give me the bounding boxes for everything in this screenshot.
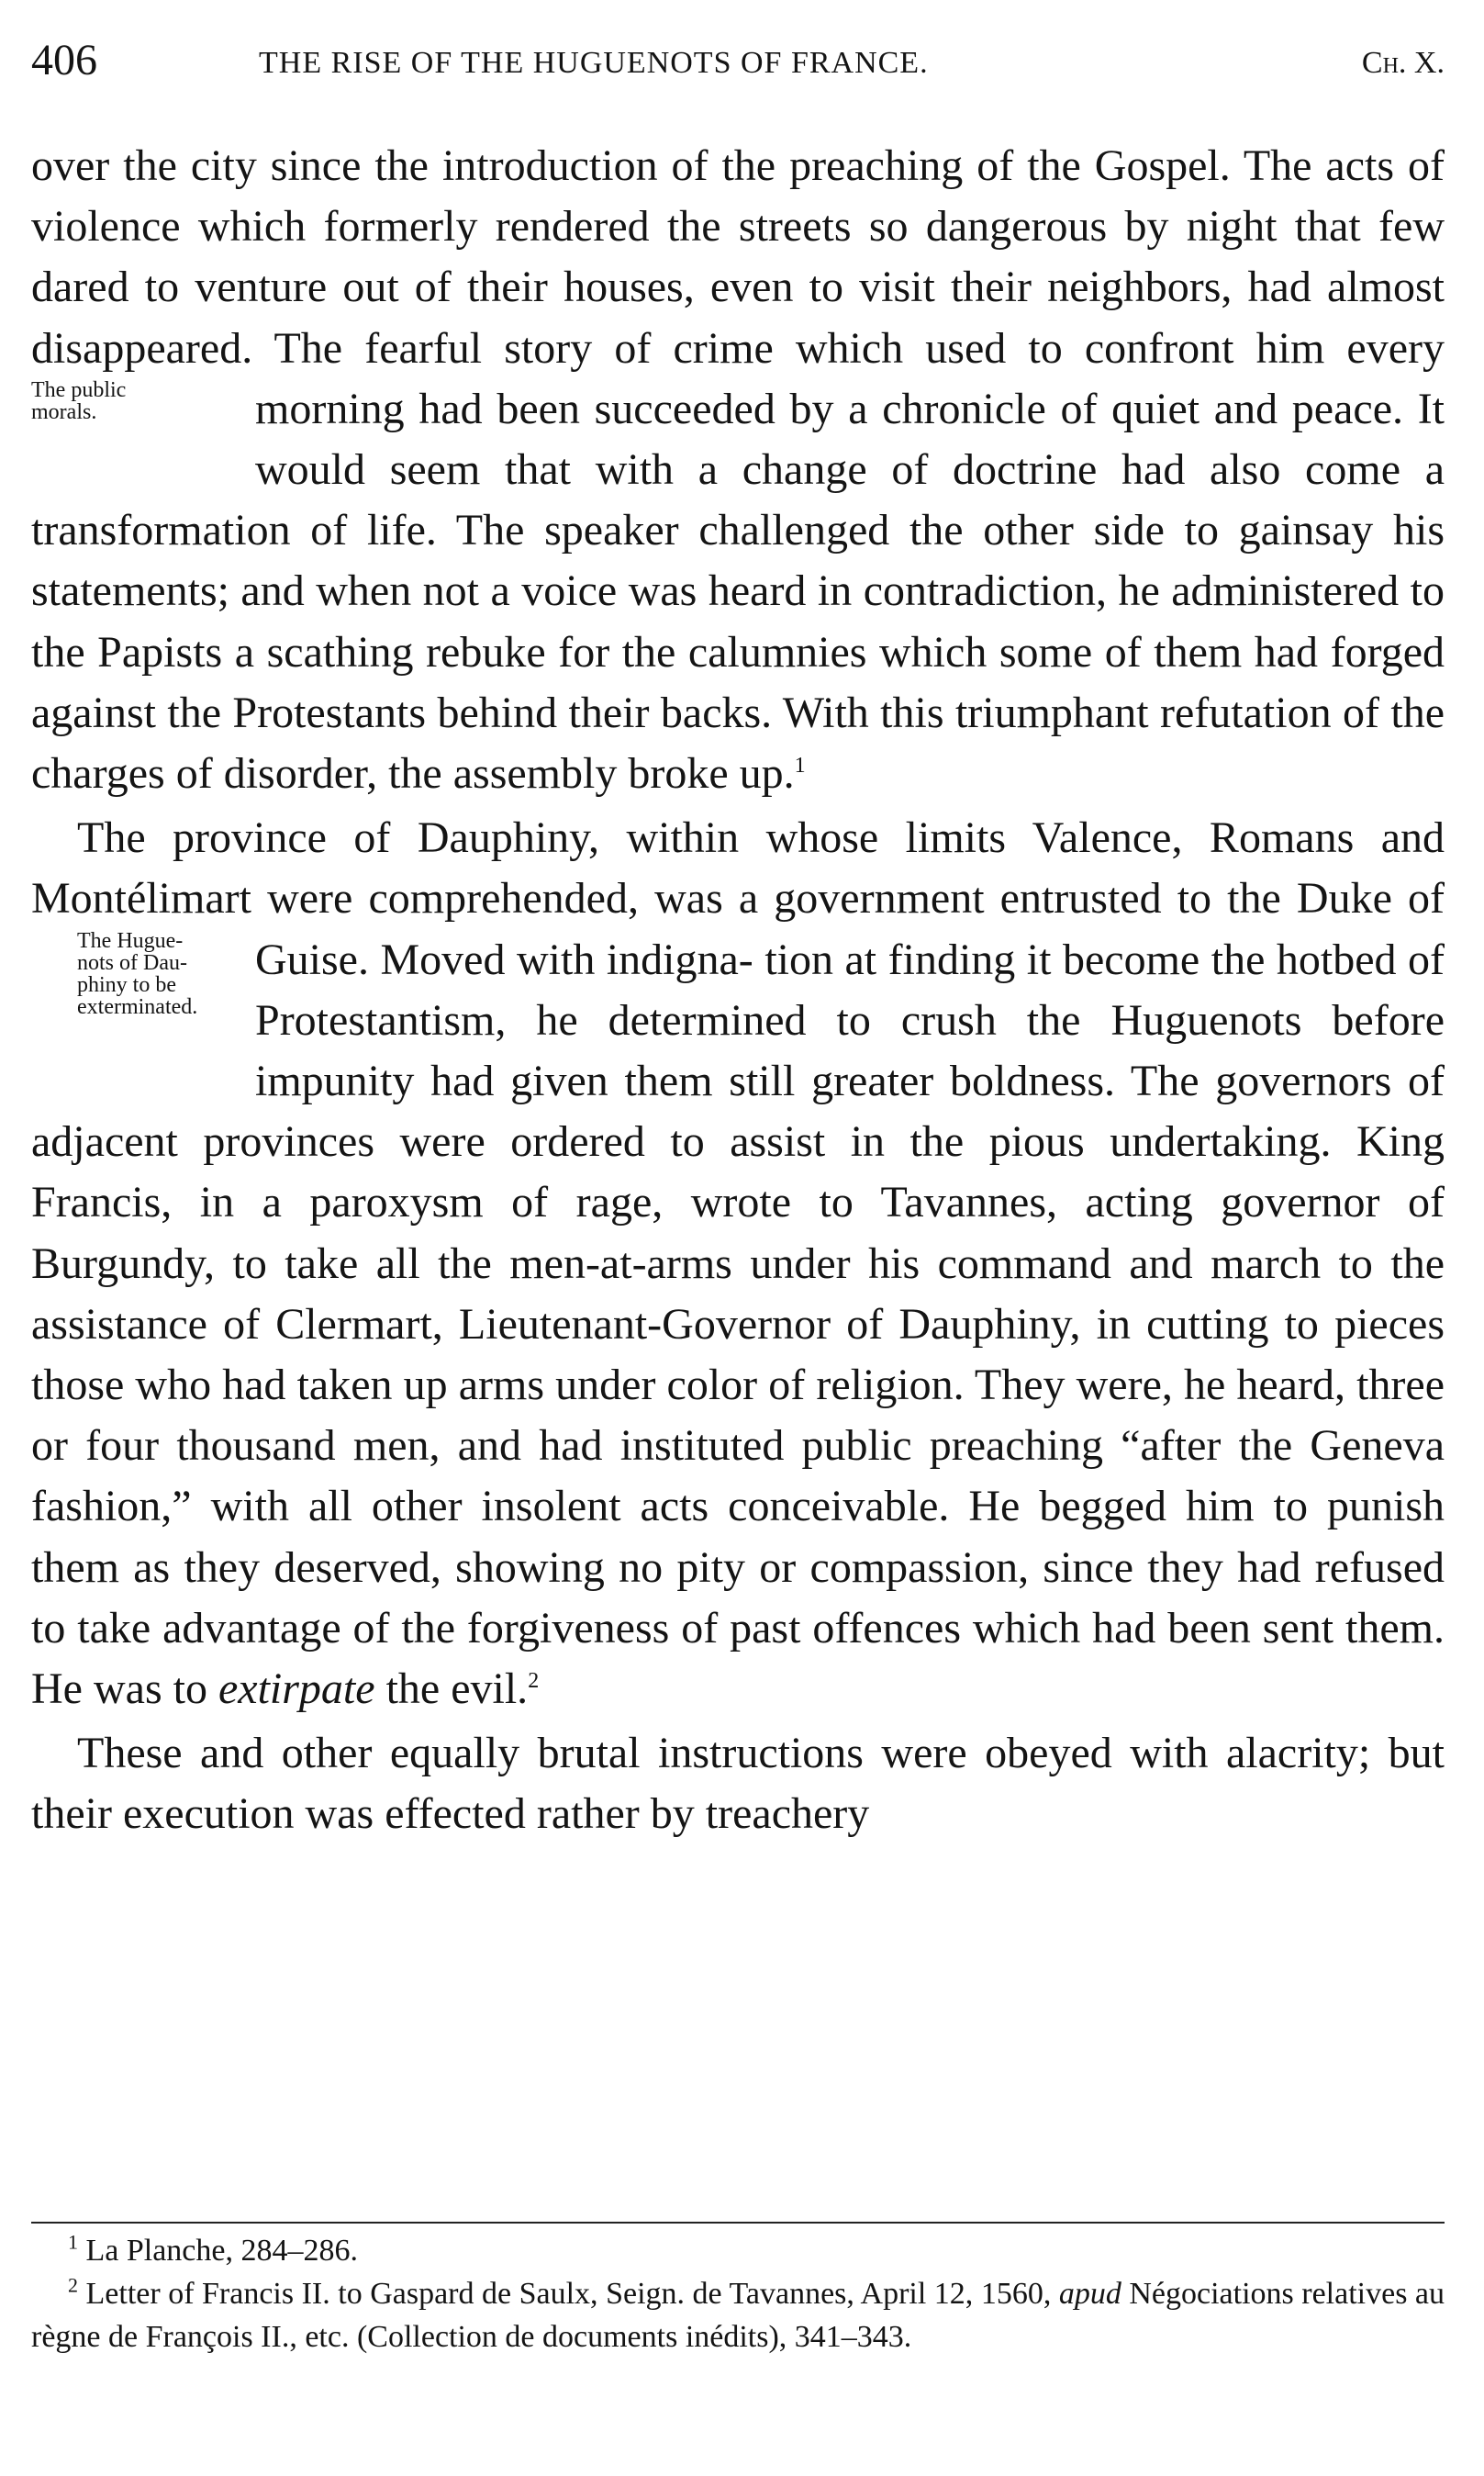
emphasis: extirpate [218,1664,375,1714]
paragraph-text: These and other equally brutal instructions were obeyed with alacrity; but their execution was effected rather by treachery [31,1729,1445,1839]
paragraph-text: over the city since the introduction of the preaching of the Gospel. The acts of violence which formerly rendered the streets so dangerous by night that few dared to venture out of their houses, even to visit their neighbors, had almost disappeared. The fearful story of crime which used to confront him every morning had been succeeded by a chronicle of quiet [31,141,1445,433]
paragraph-text: tion at finding it become the hotbed of Protestantism, he determined to crush the Huguenots before impunity had given them still greater boldness. The governors of adjacent provinces were ordered to assist in the pious undertaking. King Francis, in a paroxysm of rage, wrote to Tavannes, acting governor of Burgundy, to take all the men-at-arms under his command and march to the assistance of Clermart, Lieutenant-Governor of Dauphiny, in cutting to pieces those who had taken up arms under color of religion. They were, he heard, three or four thousand men, and had instituted public preaching “after the Geneva fashion,” with all other insolent acts conceivable. He begged him to punish them as they deserved, showing no pity or compassion, since they had refused to take advantage of the forgiveness of past offences which had been sent them. He was to [31,935,1445,1714]
footnote-ref: 2 [528,1669,540,1694]
running-header [31,35,1445,90]
emphasis: apud [1058,2277,1121,2311]
margin-note-line: phiny to be [77,972,176,997]
margin-note-line: nots of Dau- [77,950,187,975]
paragraph-text: and peace. It would seem that with a change of doctrine had also come a transformation of life. The speaker challenged the other side to gainsay his statements; and when not a voice was heard in contradiction, he administered to the Papists a scathing rebuke for the calumnies which some of them had forged against the Protestants behind their backs. With this triumphant refutation of the charges of disorder, the assembly broke up. [31,384,1445,799]
running-title: THE RISE OF THE HUGUENOTS OF FRANCE. [259,46,929,80]
footnote [31,2229,1445,2272]
footnote-text: La Planche, 284–286. [85,2234,358,2268]
margin-note-line: morals. [31,399,97,424]
paragraph [31,808,1445,1720]
footnote-text: Letter of Francis II. to Gaspard de Saulx, Seign. de Tavannes, April 12, 1560, [85,2277,1052,2311]
chapter-label: Ch. X. [1361,46,1445,80]
margin-note-line: exterminated. [77,994,198,1019]
page-number: 406 [31,36,97,84]
footnote-mark: 2 [68,2273,78,2297]
margin-note-line: The Hugue- [77,928,184,953]
footnotes [31,2229,1445,2358]
margin-note-public-morals [31,379,251,500]
margin-note-huguenots-dauphiny [31,930,251,1112]
footnote [31,2272,1445,2358]
footnote-mark: 1 [68,2230,78,2254]
paragraph [31,1723,1445,1844]
footnote-ref: 1 [794,754,806,779]
paragraph-text: the evil. [385,1664,529,1714]
footnote-text: Négociations relatives au règne de François II., etc. (Collection de documents inédits), 341–343. [31,2277,1445,2354]
paragraph [31,136,1445,804]
margin-note-line: The public [31,377,127,402]
footnote-rule [31,2222,1445,2224]
paragraph-text: The province of Dauphiny, within whose limits Valence, Romans and Montélimart were comprehended, was a government entrusted to the Duke of Guise. Moved with indigna- [31,813,1445,984]
main-text [31,136,1445,1845]
